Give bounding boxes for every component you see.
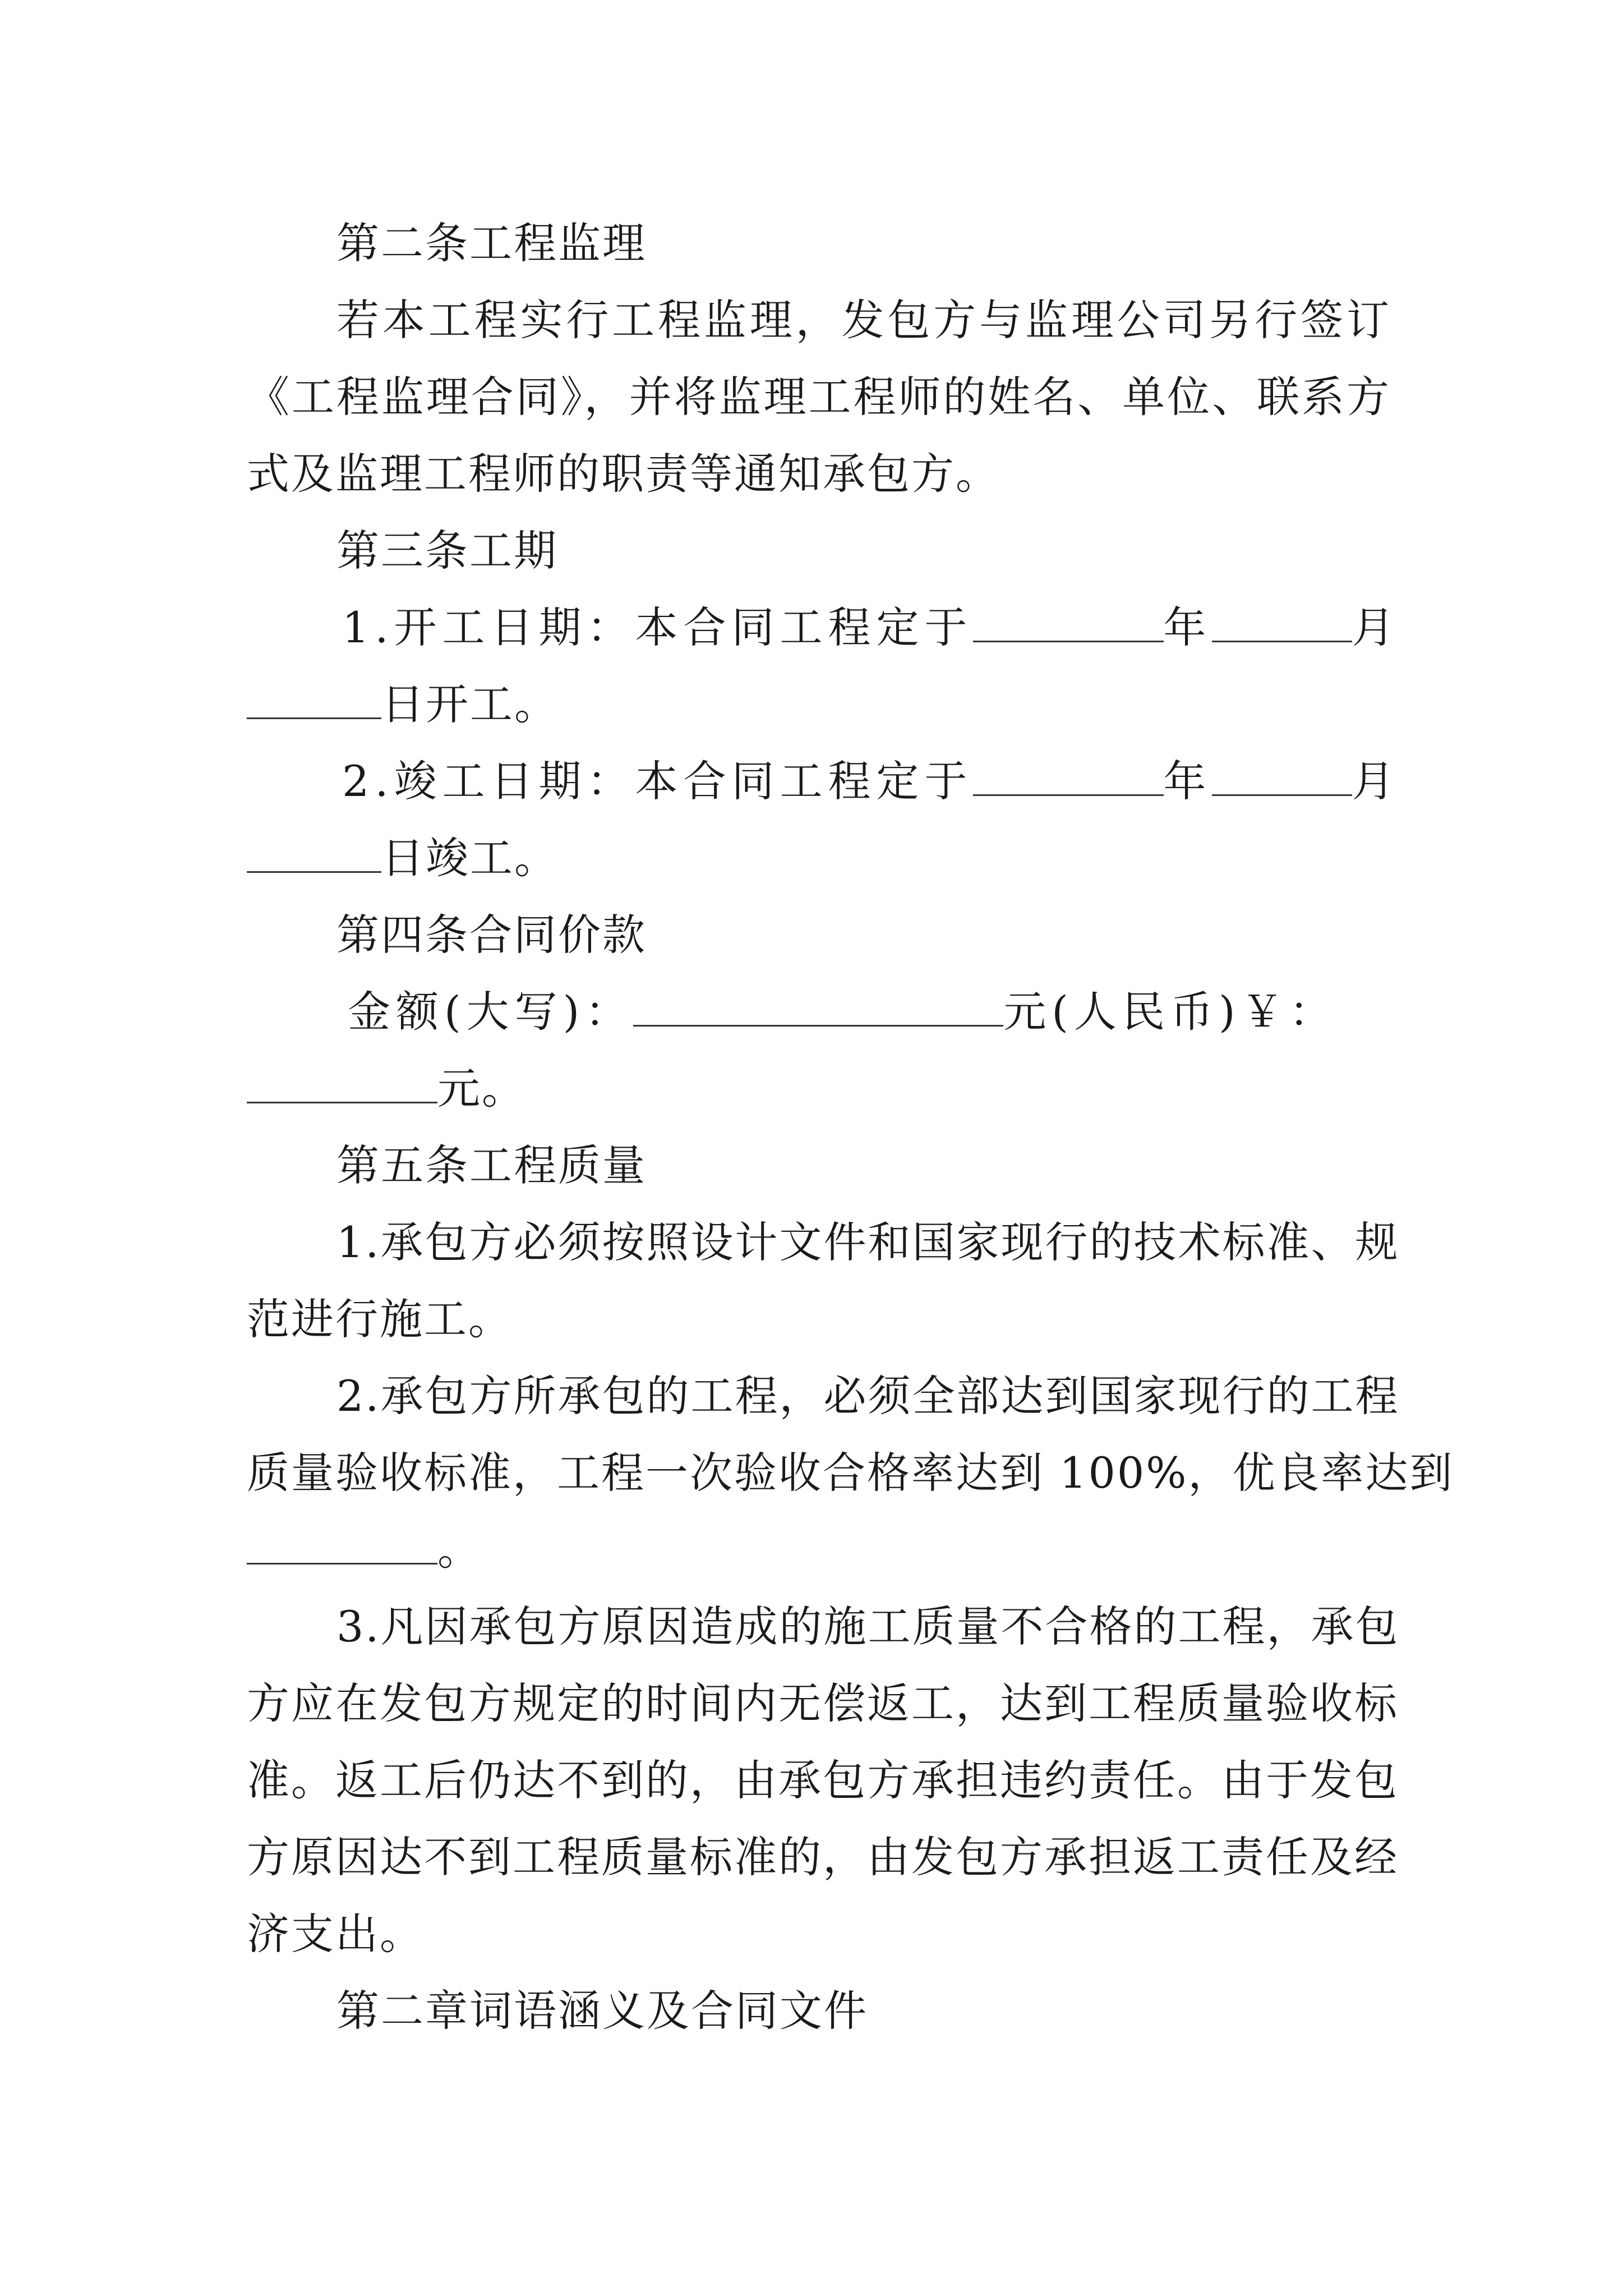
article3-title: 第三条工期 [336, 526, 558, 576]
article2-title: 第二条工程监理 [336, 218, 647, 268]
start-year-label: 年 [1163, 602, 1212, 652]
end-day-blank [247, 838, 381, 873]
end-year-label: 年 [1163, 756, 1212, 806]
quality-item3-line-2: 方应在发包方规定的时间内无偿返工，达到工程质量验收标 [247, 1678, 1399, 1728]
quality-item3-line-4: 方原因达不到工程质量标准的，由发包方承担返工责任及经 [247, 1832, 1399, 1882]
end-month-blank [1212, 761, 1352, 796]
excellent-rate-blank [247, 1529, 437, 1565]
amount-words-blank [633, 991, 1003, 1027]
start-month-label: 月 [1352, 602, 1400, 652]
quality-item2-end: 。 [437, 1525, 482, 1575]
article2-line-1: 若本工程实行工程监理，发包方与监理公司另行签订 [336, 295, 1391, 345]
end-date-prefix: 2.竣工日期：本合同工程定于 [342, 756, 973, 806]
amount-suffix: 元。 [437, 1064, 526, 1114]
quality-item2-line-1: 2.承包方所承包的工程，必须全部达到国家现行的工程 [336, 1371, 1400, 1421]
amount-prefix: 金额(大写)： [348, 987, 634, 1037]
start-year-blank [973, 607, 1164, 642]
start-date-prefix: 1.开工日期：本合同工程定于 [342, 602, 973, 652]
article2-line-2: 《工程监理合同》，并将监理工程师的姓名、单位、联系方 [247, 372, 1391, 422]
quality-item2-line-2: 质量验收标准，工程一次验收合格率达到 100%，优良率达到 [247, 1448, 1454, 1498]
amount-figure-line [247, 1050, 1391, 1127]
end-day-line [247, 820, 1391, 896]
article2-line-3: 式及监理工程师的职责等通知承包方。 [247, 449, 1000, 499]
start-month-blank [1212, 607, 1352, 642]
amount-mid: 元(人民币)￥： [1003, 987, 1338, 1037]
end-date-line [247, 743, 1400, 820]
amount-figure-blank [247, 1068, 437, 1103]
start-day-line [247, 666, 1391, 743]
quality-item1-line-1: 1.承包方必须按照设计文件和国家现行的技术标准、规 [336, 1217, 1400, 1267]
quality-item3-line-1: 3.凡因承包方原因造成的施工质量不合格的工程，承包 [336, 1602, 1400, 1651]
start-date-line [247, 589, 1400, 666]
document-body [247, 205, 1454, 2049]
article4-title: 第四条合同价款 [336, 910, 647, 960]
article5-title: 第五条工程质量 [336, 1140, 647, 1190]
start-day-suffix: 日开工。 [381, 679, 559, 729]
chapter2-title: 第二章词语涵义及合同文件 [336, 1986, 868, 2036]
end-day-suffix: 日竣工。 [381, 833, 559, 883]
amount-line [247, 973, 1391, 1050]
end-year-blank [973, 761, 1164, 796]
quality-item1-line-2: 范进行施工。 [247, 1294, 513, 1344]
quality-item3-line-3: 准。返工后仍达不到的，由承包方承担违约责任。由于发包 [247, 1755, 1399, 1805]
quality-item2-line-3 [247, 1511, 1391, 1588]
quality-item3-line-5: 济支出。 [247, 1909, 424, 1959]
end-month-label: 月 [1352, 756, 1400, 806]
start-day-blank [247, 684, 381, 719]
